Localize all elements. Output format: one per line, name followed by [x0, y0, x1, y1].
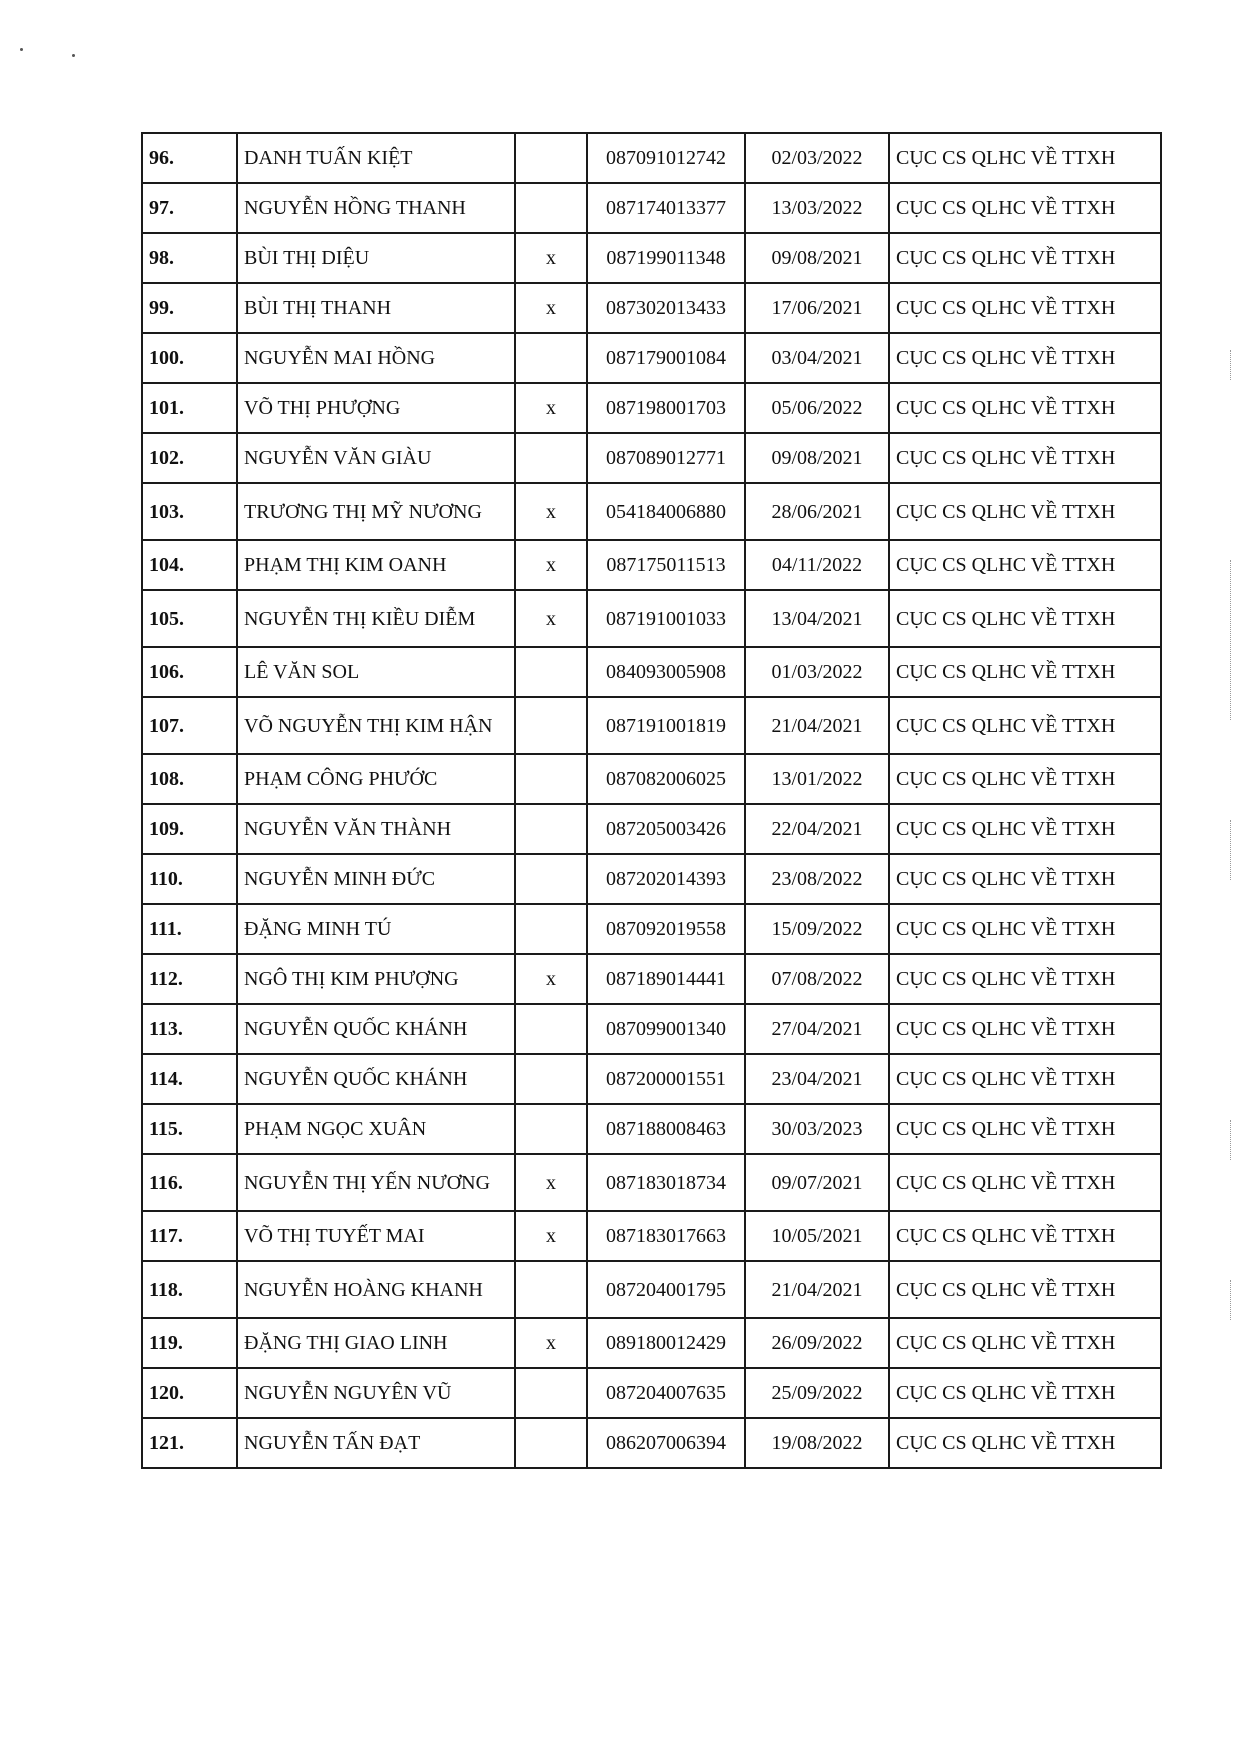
row-number: 101. — [142, 383, 237, 433]
issue-date: 22/04/2021 — [745, 804, 889, 854]
records-table-body — [142, 133, 1161, 1468]
issue-date: 26/09/2022 — [745, 1318, 889, 1368]
row-number: 119. — [142, 1318, 237, 1368]
issue-date: 15/09/2022 — [745, 904, 889, 954]
row-number: 113. — [142, 1004, 237, 1054]
id-number: 087204007635 — [587, 1368, 745, 1418]
row-number: 100. — [142, 333, 237, 383]
person-name: NGUYỄN NGUYÊN VŨ — [237, 1368, 515, 1418]
id-number: 087082006025 — [587, 754, 745, 804]
row-number: 115. — [142, 1104, 237, 1154]
id-number: 084093005908 — [587, 647, 745, 697]
person-name: VÕ NGUYỄN THỊ KIM HẬN — [237, 697, 515, 754]
issue-date: 05/06/2022 — [745, 383, 889, 433]
mark-cell: x — [515, 540, 587, 590]
issuing-authority: CỤC CS QLHC VỀ TTXH — [889, 647, 1161, 697]
person-name: NGÔ THỊ KIM PHƯỢNG — [237, 954, 515, 1004]
table-row — [142, 854, 1161, 904]
mark-cell: x — [515, 383, 587, 433]
id-number: 087202014393 — [587, 854, 745, 904]
table-row — [142, 1054, 1161, 1104]
person-name: NGUYỄN MINH ĐỨC — [237, 854, 515, 904]
issue-date: 25/09/2022 — [745, 1368, 889, 1418]
issuing-authority: CỤC CS QLHC VỀ TTXH — [889, 1318, 1161, 1368]
issuing-authority: CỤC CS QLHC VỀ TTXH — [889, 1418, 1161, 1468]
scan-speck — [72, 54, 75, 57]
issue-date: 13/04/2021 — [745, 590, 889, 647]
person-name: TRƯƠNG THỊ MỸ NƯƠNG — [237, 483, 515, 540]
issue-date: 03/04/2021 — [745, 333, 889, 383]
mark-cell — [515, 904, 587, 954]
mark-cell — [515, 854, 587, 904]
row-number: 116. — [142, 1154, 237, 1211]
person-name: LÊ VĂN SOL — [237, 647, 515, 697]
row-number: 98. — [142, 233, 237, 283]
id-number: 087199011348 — [587, 233, 745, 283]
scan-edge-marks — [1230, 350, 1233, 380]
table-row — [142, 333, 1161, 383]
id-number: 087302013433 — [587, 283, 745, 333]
row-number: 114. — [142, 1054, 237, 1104]
mark-cell — [515, 333, 587, 383]
person-name: PHẠM NGỌC XUÂN — [237, 1104, 515, 1154]
id-number: 054184006880 — [587, 483, 745, 540]
scan-edge-marks — [1230, 1280, 1233, 1320]
person-name: VÕ THỊ PHƯỢNG — [237, 383, 515, 433]
row-number: 106. — [142, 647, 237, 697]
row-number: 105. — [142, 590, 237, 647]
table-row — [142, 1211, 1161, 1261]
records-table — [141, 132, 1162, 1469]
id-number: 087191001819 — [587, 697, 745, 754]
person-name: NGUYỄN HOÀNG KHANH — [237, 1261, 515, 1318]
issuing-authority: CỤC CS QLHC VỀ TTXH — [889, 333, 1161, 383]
person-name: NGUYỄN THỊ KIỀU DIỄM — [237, 590, 515, 647]
issue-date: 23/08/2022 — [745, 854, 889, 904]
table-row — [142, 954, 1161, 1004]
issuing-authority: CỤC CS QLHC VỀ TTXH — [889, 590, 1161, 647]
issuing-authority: CỤC CS QLHC VỀ TTXH — [889, 804, 1161, 854]
table-row — [142, 1004, 1161, 1054]
mark-cell — [515, 183, 587, 233]
mark-cell: x — [515, 1154, 587, 1211]
id-number: 087198001703 — [587, 383, 745, 433]
mark-cell — [515, 1418, 587, 1468]
person-name: NGUYỄN VĂN THÀNH — [237, 804, 515, 854]
table-row — [142, 1418, 1161, 1468]
mark-cell — [515, 1261, 587, 1318]
issuing-authority: CỤC CS QLHC VỀ TTXH — [889, 1004, 1161, 1054]
issuing-authority: CỤC CS QLHC VỀ TTXH — [889, 433, 1161, 483]
mark-cell — [515, 697, 587, 754]
mark-cell: x — [515, 483, 587, 540]
person-name: BÙI THỊ THANH — [237, 283, 515, 333]
table-row — [142, 904, 1161, 954]
person-name: NGUYỄN VĂN GIÀU — [237, 433, 515, 483]
mark-cell — [515, 133, 587, 183]
row-number: 117. — [142, 1211, 237, 1261]
issuing-authority: CỤC CS QLHC VỀ TTXH — [889, 854, 1161, 904]
mark-cell — [515, 1004, 587, 1054]
issuing-authority: CỤC CS QLHC VỀ TTXH — [889, 1261, 1161, 1318]
id-number: 087188008463 — [587, 1104, 745, 1154]
id-number: 087205003426 — [587, 804, 745, 854]
scan-speck — [20, 48, 23, 51]
id-number: 087099001340 — [587, 1004, 745, 1054]
mark-cell: x — [515, 954, 587, 1004]
table-row — [142, 540, 1161, 590]
id-number: 087189014441 — [587, 954, 745, 1004]
mark-cell — [515, 1368, 587, 1418]
issuing-authority: CỤC CS QLHC VỀ TTXH — [889, 697, 1161, 754]
issue-date: 01/03/2022 — [745, 647, 889, 697]
row-number: 112. — [142, 954, 237, 1004]
mark-cell — [515, 754, 587, 804]
person-name: ĐẶNG THỊ GIAO LINH — [237, 1318, 515, 1368]
row-number: 121. — [142, 1418, 237, 1468]
mark-cell — [515, 1104, 587, 1154]
issue-date: 21/04/2021 — [745, 1261, 889, 1318]
table-row — [142, 1154, 1161, 1211]
id-number: 087183017663 — [587, 1211, 745, 1261]
issuing-authority: CỤC CS QLHC VỀ TTXH — [889, 954, 1161, 1004]
issue-date: 23/04/2021 — [745, 1054, 889, 1104]
scan-edge-marks — [1230, 820, 1233, 880]
row-number: 103. — [142, 483, 237, 540]
row-number: 96. — [142, 133, 237, 183]
table-row — [142, 647, 1161, 697]
mark-cell — [515, 433, 587, 483]
issue-date: 28/06/2021 — [745, 483, 889, 540]
person-name: NGUYỄN TẤN ĐẠT — [237, 1418, 515, 1468]
issue-date: 27/04/2021 — [745, 1004, 889, 1054]
issue-date: 21/04/2021 — [745, 697, 889, 754]
table-row — [142, 233, 1161, 283]
id-number: 087089012771 — [587, 433, 745, 483]
row-number: 108. — [142, 754, 237, 804]
issuing-authority: CỤC CS QLHC VỀ TTXH — [889, 1211, 1161, 1261]
table-row — [142, 183, 1161, 233]
id-number: 087183018734 — [587, 1154, 745, 1211]
row-number: 120. — [142, 1368, 237, 1418]
issue-date: 09/07/2021 — [745, 1154, 889, 1211]
person-name: PHẠM CÔNG PHƯỚC — [237, 754, 515, 804]
table-row — [142, 1368, 1161, 1418]
issue-date: 17/06/2021 — [745, 283, 889, 333]
row-number: 97. — [142, 183, 237, 233]
issue-date: 09/08/2021 — [745, 233, 889, 283]
issuing-authority: CỤC CS QLHC VỀ TTXH — [889, 233, 1161, 283]
row-number: 110. — [142, 854, 237, 904]
row-number: 111. — [142, 904, 237, 954]
issuing-authority: CỤC CS QLHC VỀ TTXH — [889, 754, 1161, 804]
person-name: NGUYỄN QUỐC KHÁNH — [237, 1054, 515, 1104]
table-row — [142, 1104, 1161, 1154]
row-number: 118. — [142, 1261, 237, 1318]
row-number: 99. — [142, 283, 237, 333]
issuing-authority: CỤC CS QLHC VỀ TTXH — [889, 183, 1161, 233]
id-number: 089180012429 — [587, 1318, 745, 1368]
issue-date: 07/08/2022 — [745, 954, 889, 1004]
issuing-authority: CỤC CS QLHC VỀ TTXH — [889, 133, 1161, 183]
issuing-authority: CỤC CS QLHC VỀ TTXH — [889, 283, 1161, 333]
mark-cell: x — [515, 590, 587, 647]
person-name: PHẠM THỊ KIM OANH — [237, 540, 515, 590]
mark-cell — [515, 647, 587, 697]
issuing-authority: CỤC CS QLHC VỀ TTXH — [889, 483, 1161, 540]
id-number: 087174013377 — [587, 183, 745, 233]
table-row — [142, 804, 1161, 854]
id-number: 087175011513 — [587, 540, 745, 590]
table-row — [142, 433, 1161, 483]
row-number: 109. — [142, 804, 237, 854]
id-number: 087091012742 — [587, 133, 745, 183]
mark-cell: x — [515, 1211, 587, 1261]
id-number: 087191001033 — [587, 590, 745, 647]
issue-date: 13/03/2022 — [745, 183, 889, 233]
row-number: 102. — [142, 433, 237, 483]
table-row — [142, 1318, 1161, 1368]
issuing-authority: CỤC CS QLHC VỀ TTXH — [889, 1368, 1161, 1418]
issuing-authority: CỤC CS QLHC VỀ TTXH — [889, 1154, 1161, 1211]
mark-cell: x — [515, 1318, 587, 1368]
issuing-authority: CỤC CS QLHC VỀ TTXH — [889, 383, 1161, 433]
person-name: NGUYỄN QUỐC KHÁNH — [237, 1004, 515, 1054]
person-name: NGUYỄN THỊ YẾN NƯƠNG — [237, 1154, 515, 1211]
issue-date: 30/03/2023 — [745, 1104, 889, 1154]
id-number: 087092019558 — [587, 904, 745, 954]
row-number: 107. — [142, 697, 237, 754]
issuing-authority: CỤC CS QLHC VỀ TTXH — [889, 904, 1161, 954]
issue-date: 13/01/2022 — [745, 754, 889, 804]
issue-date: 02/03/2022 — [745, 133, 889, 183]
mark-cell: x — [515, 233, 587, 283]
table-row — [142, 133, 1161, 183]
row-number: 104. — [142, 540, 237, 590]
table-row — [142, 1261, 1161, 1318]
table-row — [142, 590, 1161, 647]
id-number: 087179001084 — [587, 333, 745, 383]
person-name: NGUYỄN HỒNG THANH — [237, 183, 515, 233]
id-number: 087200001551 — [587, 1054, 745, 1104]
person-name: BÙI THỊ DIỆU — [237, 233, 515, 283]
person-name: VÕ THỊ TUYẾT MAI — [237, 1211, 515, 1261]
person-name: NGUYỄN MAI HỒNG — [237, 333, 515, 383]
id-number: 086207006394 — [587, 1418, 745, 1468]
table-row — [142, 383, 1161, 433]
person-name: DANH TUẤN KIỆT — [237, 133, 515, 183]
issue-date: 09/08/2021 — [745, 433, 889, 483]
table-row — [142, 754, 1161, 804]
table-row — [142, 697, 1161, 754]
id-number: 087204001795 — [587, 1261, 745, 1318]
issuing-authority: CỤC CS QLHC VỀ TTXH — [889, 540, 1161, 590]
person-name: ĐẶNG MINH TÚ — [237, 904, 515, 954]
scan-edge-marks — [1230, 1120, 1233, 1160]
mark-cell — [515, 1054, 587, 1104]
scan-edge-marks — [1230, 560, 1233, 720]
table-row — [142, 283, 1161, 333]
issuing-authority: CỤC CS QLHC VỀ TTXH — [889, 1054, 1161, 1104]
issue-date: 10/05/2021 — [745, 1211, 889, 1261]
mark-cell: x — [515, 283, 587, 333]
issue-date: 19/08/2022 — [745, 1418, 889, 1468]
issuing-authority: CỤC CS QLHC VỀ TTXH — [889, 1104, 1161, 1154]
table-row — [142, 483, 1161, 540]
issue-date: 04/11/2022 — [745, 540, 889, 590]
mark-cell — [515, 804, 587, 854]
